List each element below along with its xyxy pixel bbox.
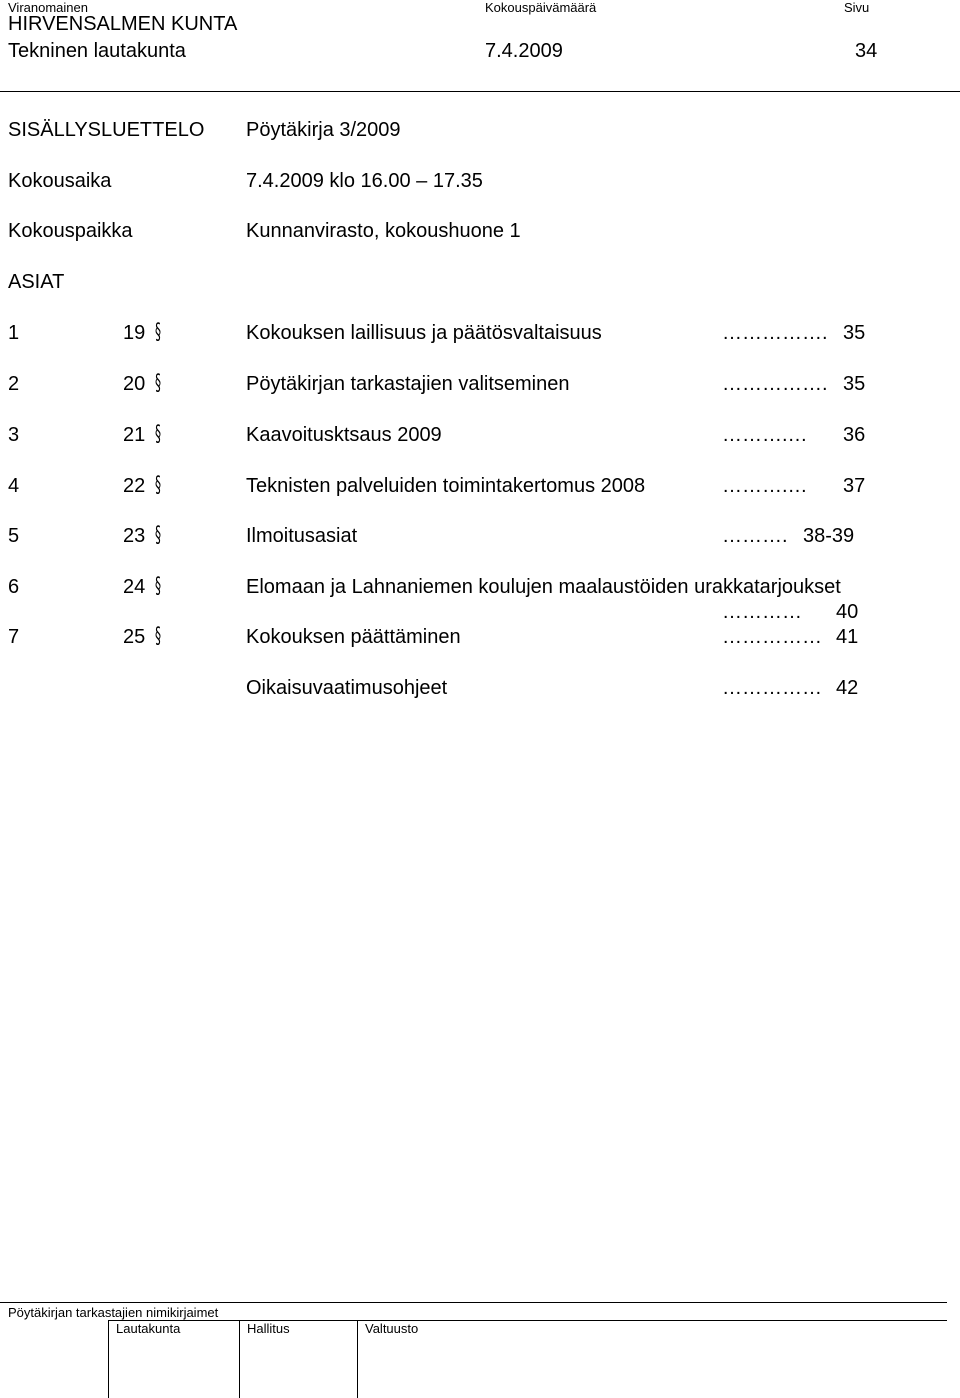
toc-leader-dots: ………. xyxy=(722,525,788,547)
organization-name: HIRVENSALMEN KUNTA xyxy=(8,13,238,35)
toc-leader-dots: ……………. xyxy=(722,322,828,344)
toc-item-title: Ilmoitusasiat xyxy=(246,525,358,547)
toc-item-number: 4 xyxy=(8,475,20,497)
meeting-time-value: 7.4.2009 klo 16.00 – 17.35 xyxy=(246,170,483,192)
toc-item-number: 2 xyxy=(8,373,20,395)
toc-section-number: 25 xyxy=(123,626,146,648)
items-heading: ASIAT xyxy=(8,271,65,293)
page-number: 34 xyxy=(855,40,878,62)
toc-leader-dots: ……………. xyxy=(722,373,828,395)
toc-page-ref: 37 xyxy=(843,475,866,497)
signature-box-top xyxy=(108,1320,947,1321)
toc-section-number: 19 xyxy=(123,322,146,344)
header-divider xyxy=(0,91,960,92)
toc-leader-dots: ………… xyxy=(722,601,802,623)
minutes-number: Pöytäkirja 3/2009 xyxy=(246,119,401,141)
toc-item-number: 1 xyxy=(8,322,20,344)
toc-item-title: Kokouksen laillisuus ja päätösvaltaisuus xyxy=(246,322,602,344)
meeting-place-value: Kunnanvirasto, kokoushuone 1 xyxy=(246,220,521,242)
header-label-page: Sivu xyxy=(844,0,870,15)
toc-page-ref: 38-39 xyxy=(803,525,855,547)
toc-item-number: 7 xyxy=(8,626,20,648)
toc-item-number: 5 xyxy=(8,525,20,547)
toc-item-number: 3 xyxy=(8,424,20,446)
toc-item-title: Teknisten palveluiden toimintakertomus 2008 xyxy=(246,475,646,497)
signature-divider-1 xyxy=(108,1320,109,1398)
toc-page-ref: 35 xyxy=(843,373,866,395)
header-label-official: Viranomainen xyxy=(8,0,88,15)
toc-item-title: Kaavoitusktsaus 2009 xyxy=(246,424,442,446)
section-symbol: § xyxy=(155,574,162,599)
toc-item-title: Pöytäkirjan tarkastajien valitseminen xyxy=(246,373,570,395)
section-symbol: § xyxy=(155,320,162,345)
signature-divider-2 xyxy=(239,1320,240,1398)
header-label-date: Kokouspäivämäärä xyxy=(485,0,597,15)
toc-leader-dots: ……….… xyxy=(722,475,808,497)
committee-name: Tekninen lautakunta xyxy=(8,40,186,62)
meeting-place-label: Kokouspaikka xyxy=(8,220,133,242)
toc-section-number: 23 xyxy=(123,525,146,547)
toc-item-number: 6 xyxy=(8,576,20,598)
toc-page-ref: 42 xyxy=(836,677,859,699)
toc-page-ref: 36 xyxy=(843,424,866,446)
signature-divider-3 xyxy=(357,1320,358,1398)
signature-col-board: Lautakunta xyxy=(116,1321,181,1336)
toc-item-title: Kokouksen päättäminen xyxy=(246,626,461,648)
section-symbol: § xyxy=(155,371,162,396)
footer-divider xyxy=(0,1302,947,1303)
meeting-time-label: Kokousaika xyxy=(8,170,112,192)
toc-leader-dots: …………… xyxy=(722,677,822,699)
toc-page-ref: 40 xyxy=(836,601,859,623)
section-symbol: § xyxy=(155,473,162,498)
section-symbol: § xyxy=(155,624,162,649)
toc-item-title: Elomaan ja Lahnaniemen koulujen maalaustöiden urakkatarjoukset xyxy=(246,576,841,598)
toc-section-number: 21 xyxy=(123,424,146,446)
signatures-label: Pöytäkirjan tarkastajien nimikirjaimet xyxy=(8,1305,219,1320)
toc-label: SISÄLLYSLUETTELO xyxy=(8,119,205,141)
toc-page-ref: 35 xyxy=(843,322,866,344)
section-symbol: § xyxy=(155,422,162,447)
section-symbol: § xyxy=(155,523,162,548)
signature-col-government: Hallitus xyxy=(247,1321,290,1336)
toc-page-ref: 41 xyxy=(836,626,859,648)
toc-leader-dots: …………… xyxy=(722,626,822,648)
meeting-date: 7.4.2009 xyxy=(485,40,563,62)
toc-item-title: Oikaisuvaatimusohjeet xyxy=(246,677,448,699)
toc-section-number: 24 xyxy=(123,576,146,598)
toc-leader-dots: ……….… xyxy=(722,424,808,446)
toc-section-number: 22 xyxy=(123,475,146,497)
toc-section-number: 20 xyxy=(123,373,146,395)
signature-col-council: Valtuusto xyxy=(365,1321,419,1336)
